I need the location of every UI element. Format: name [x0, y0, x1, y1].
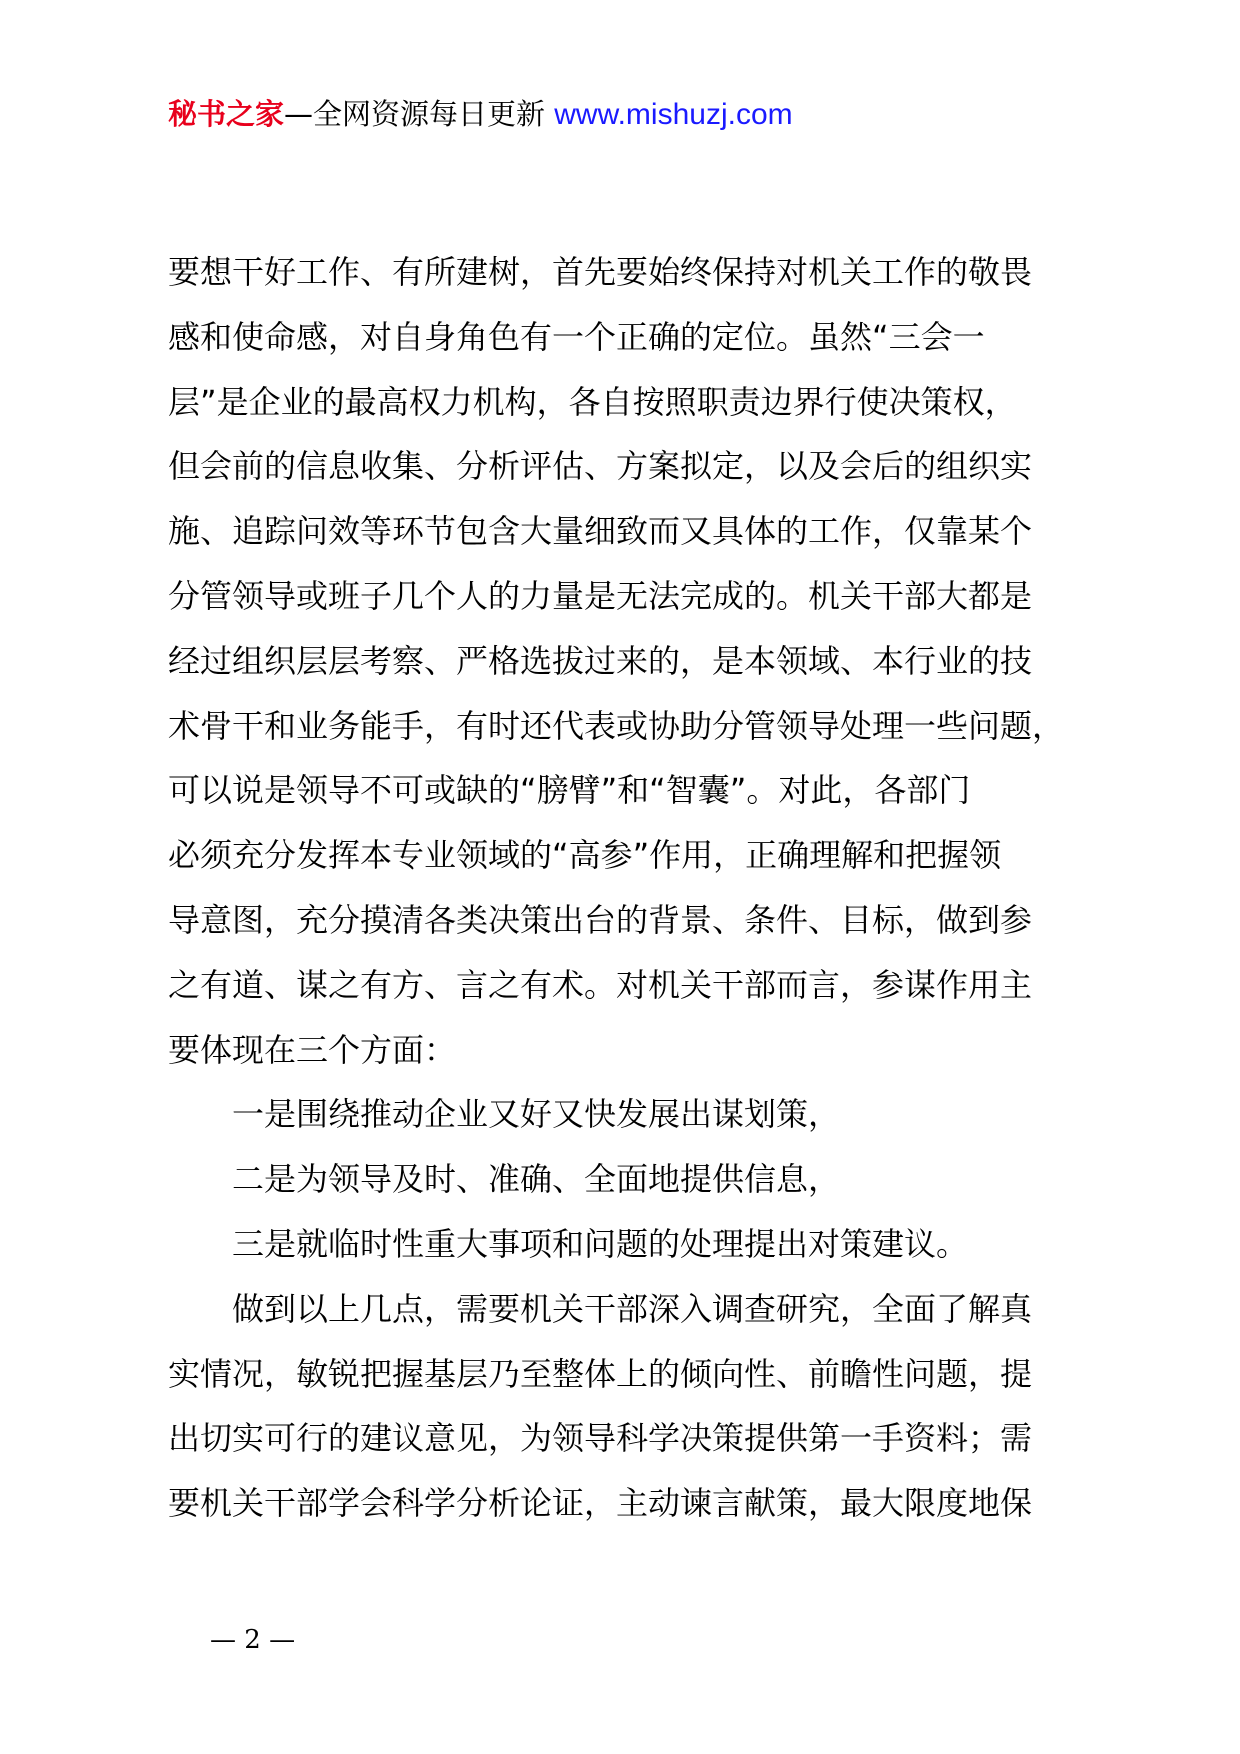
site-header: [168, 94, 793, 135]
paragraph-line: 施、追踪问效等环节包含大量细致而又具体的工作，仅靠某个: [168, 512, 1033, 551]
paragraph-line: 感和使命感，对自身角色有一个正确的定位。虽然“三会一: [168, 317, 985, 356]
paragraph-line: 做到以上几点，需要机关干部深入调查研究，全面了解真: [232, 1289, 1033, 1328]
paragraph-line: 层”是企业的最高权力机构，各自按照职责边界行使决策权，: [168, 382, 1017, 421]
paragraph-line: 出切实可行的建议意见，为领导科学决策提供第一手资料；需: [168, 1419, 1033, 1458]
list-item-two: 二是为领导及时、准确、全面地提供信息，: [232, 1160, 841, 1199]
paragraph-line: 要体现在三个方面：: [168, 1030, 457, 1069]
list-item-three: 三是就临时性重大事项和问题的处理提出对策建议。: [232, 1224, 969, 1263]
site-url-link[interactable]: www.mishuzj.com: [554, 98, 793, 131]
document-body: [168, 240, 1128, 1536]
page-number: — 2 —: [210, 1625, 296, 1655]
site-brand: 秘书之家: [168, 97, 285, 131]
paragraph-line: 之有道、谋之有方、言之有术。对机关干部而言，参谋作用主: [168, 965, 1033, 1004]
paragraph-line: 但会前的信息收集、分析评估、方案拟定，以及会后的组织实: [168, 447, 1033, 486]
header-tagline: 全网资源每日更新: [313, 97, 546, 131]
paragraph-line: 术骨干和业务能手，有时还代表或协助分管领导处理一些问题，: [168, 706, 1065, 745]
paragraph-line: 可以说是领导不可或缺的“膀臂”和“智囊”。对此，各部门: [168, 771, 971, 810]
list-item-one: 一是围绕推动企业又好又快发展出谋划策，: [232, 1095, 841, 1134]
paragraph-line: 经过组织层层考察、严格选拔过来的，是本领域、本行业的技: [168, 641, 1033, 680]
paragraph-line: 导意图，充分摸清各类决策出台的背景、条件、目标，做到参: [168, 900, 1033, 939]
paragraph-line: 实情况，敏锐把握基层乃至整体上的倾向性、前瞻性问题，提: [168, 1354, 1033, 1393]
paragraph-line: 必须充分发挥本专业领域的“高参”作用，正确理解和把握领: [168, 836, 1002, 875]
header-separator: —: [284, 97, 314, 131]
paragraph-line: 分管领导或班子几个人的力量是无法完成的。机关干部大都是: [168, 576, 1033, 615]
paragraph-line: 要想干好工作、有所建树，首先要始终保持对机关工作的敬畏: [168, 253, 1033, 291]
paragraph-line: 要机关干部学会科学分析论证，主动谏言献策，最大限度地保: [168, 1484, 1033, 1523]
